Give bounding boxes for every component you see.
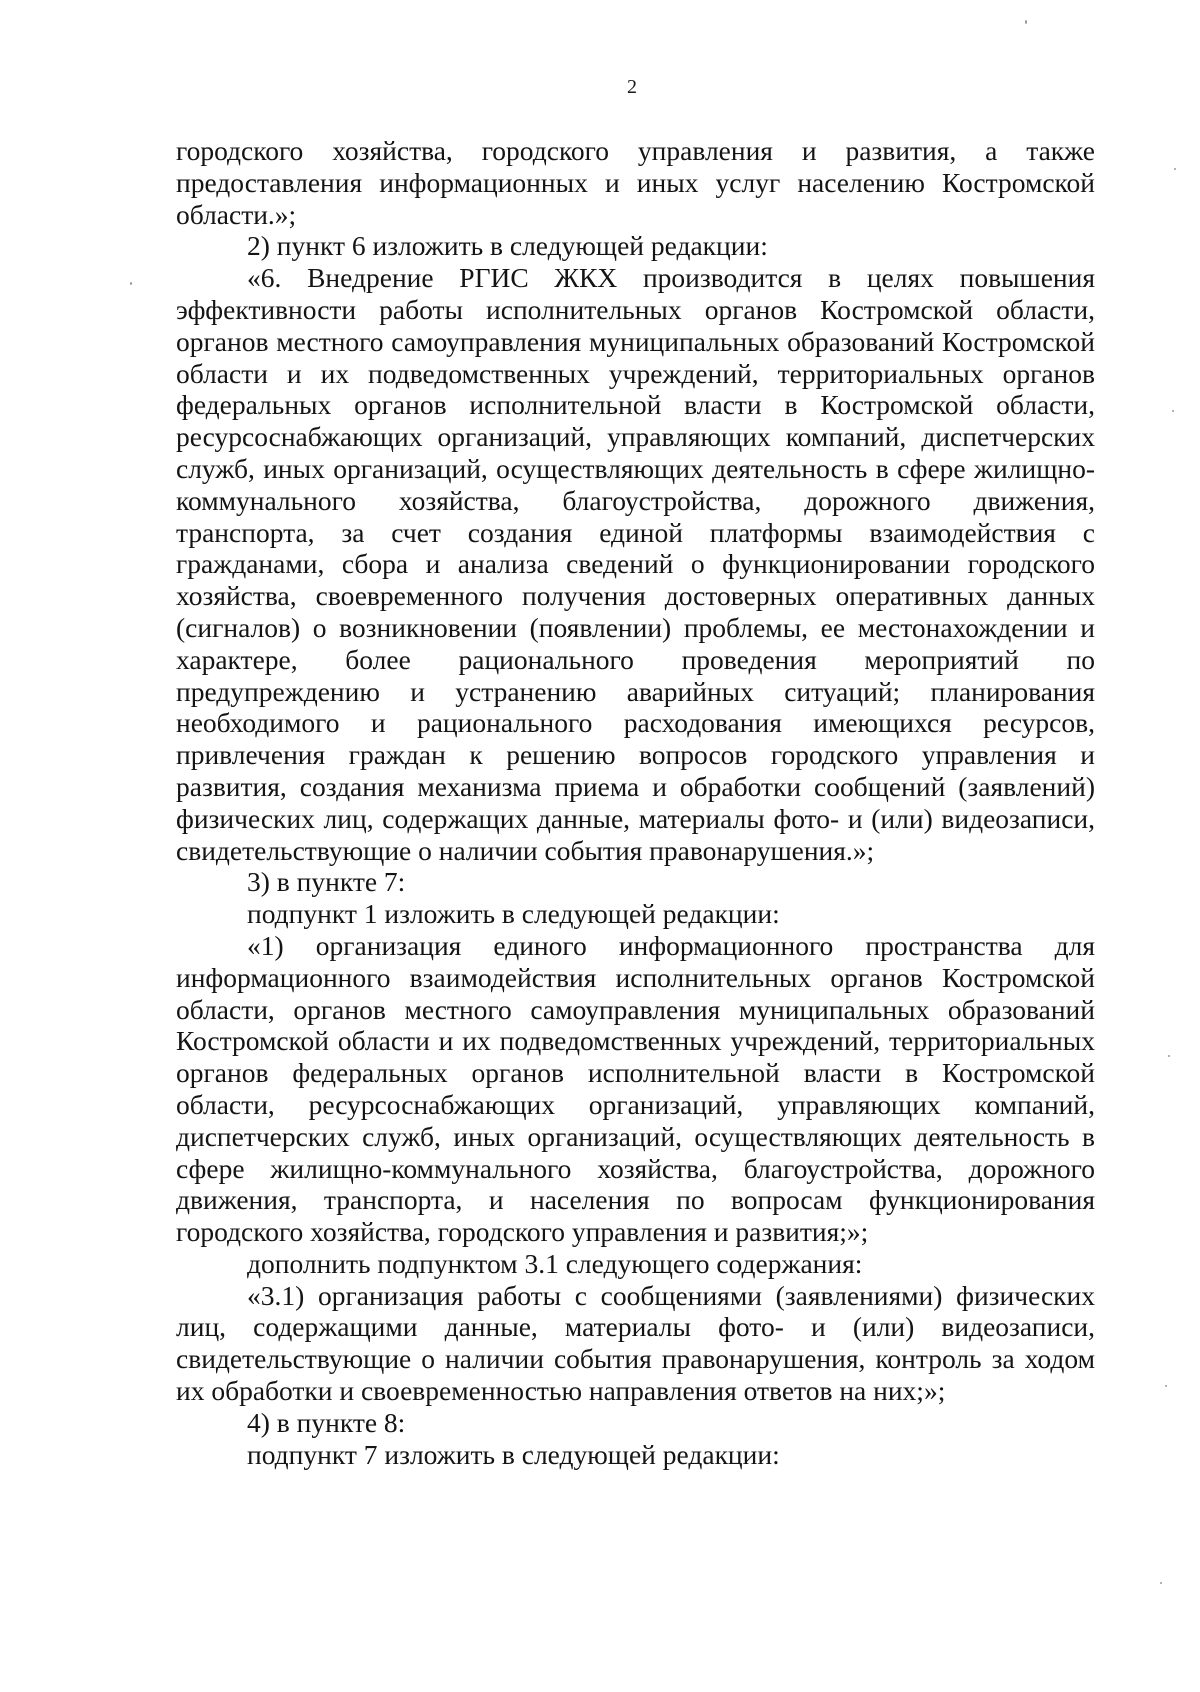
scan-speck (1168, 1055, 1170, 1057)
paragraph-item-4: 4) в пункте 8: (247, 1406, 406, 1438)
paragraph-item-3: 3) в пункте 7: (247, 866, 406, 898)
scan-speck (1165, 1385, 1167, 1387)
document-body (176, 135, 1095, 1470)
paragraph-subpoint-3-1-heading: дополнить подпунктом 3.1 следующего содержания: (247, 1247, 863, 1279)
scan-speck (1172, 410, 1174, 412)
paragraph-point-6-text: «6. Внедрение РГИС ЖКХ производится в целях повышения эффективности работы исполнительных органов Костромской области, органов местного самоуправления муниципальных образований Костромской области и их подведомственных учреждений, территориальных органов федеральных органов исполнительной власти в Костромской области, ресурсоснабжающих организаций, управляющих компаний, диспетчерских служб, иных организаций, осуществляющих деятельность в сфере жилищно-коммунального хозяйства, благоустройства, дорожного движения, транспорта, за счет создания единой платформы взаимодействия с гражданами, сбора и анализа сведений о функционировании городского хозяйства, своевременного получения достоверных оперативных данных (сигналов) о возникновении (появлении) проблемы, ее местонахождении и характере, более рационального проведения мероприятий по предупреждению и устранению аварийных ситуаций; планирования необходимого и рационального расходования имеющихся ресурсов, привлечения граждан к решению вопросов городского управления и развития, создания механизма приема и обработки сообщений (заявлений) физических лиц, содержащих данные, материалы фото- и (или) видеозаписи, свидетельствующие о наличии события правонарушения.»; (176, 262, 1095, 866)
scan-speck (1174, 168, 1176, 170)
paragraph-subpoint-7-heading: подпункт 7 изложить в следующей редакции: (247, 1438, 780, 1470)
paragraph-subpoint-1-text: «1) организация единого информационного пространства для информационного взаимодействия исполнительных органов Костромской области, органов местного самоуправления муниципальных образований Костромской области и их подведомственных учреждений, территориальных органов федеральных органов исполнительной власти в Костромской области, ресурсоснабжающих организаций, управляющих компаний, диспетчерских служб, иных организаций, осуществляющих деятельность в сфере жилищно-коммунального хозяйства, благоустройства, дорожного движения, транспорта, и населения по вопросам функционирования городского хозяйства, городского управления и развития;»; (176, 929, 1095, 1248)
paragraph-item-2: 2) пункт 6 изложить в следующей редакции: (247, 230, 768, 262)
paragraph-subpoint-1-heading: подпункт 1 изложить в следующей редакции: (247, 898, 780, 930)
scan-speck (1160, 1582, 1162, 1584)
scan-speck (1025, 20, 1027, 24)
paragraph-subpoint-3-1-text: «3.1) организация работы с сообщениями (заявлениями) физических лиц, содержащими данные, материалы фото- и (или) видеозаписи, свидетельствующие о наличии события правонарушения, контроль за ходом их обработки и своевременностью направления ответов на них;»; (176, 1279, 1095, 1407)
scan-speck (130, 282, 132, 285)
page-number: 2 (627, 76, 637, 98)
paragraph-intro-continuation: городского хозяйства, городского управления и развития, а также предоставления информационных и иных услуг населению Костромской области.»; (176, 135, 1095, 230)
